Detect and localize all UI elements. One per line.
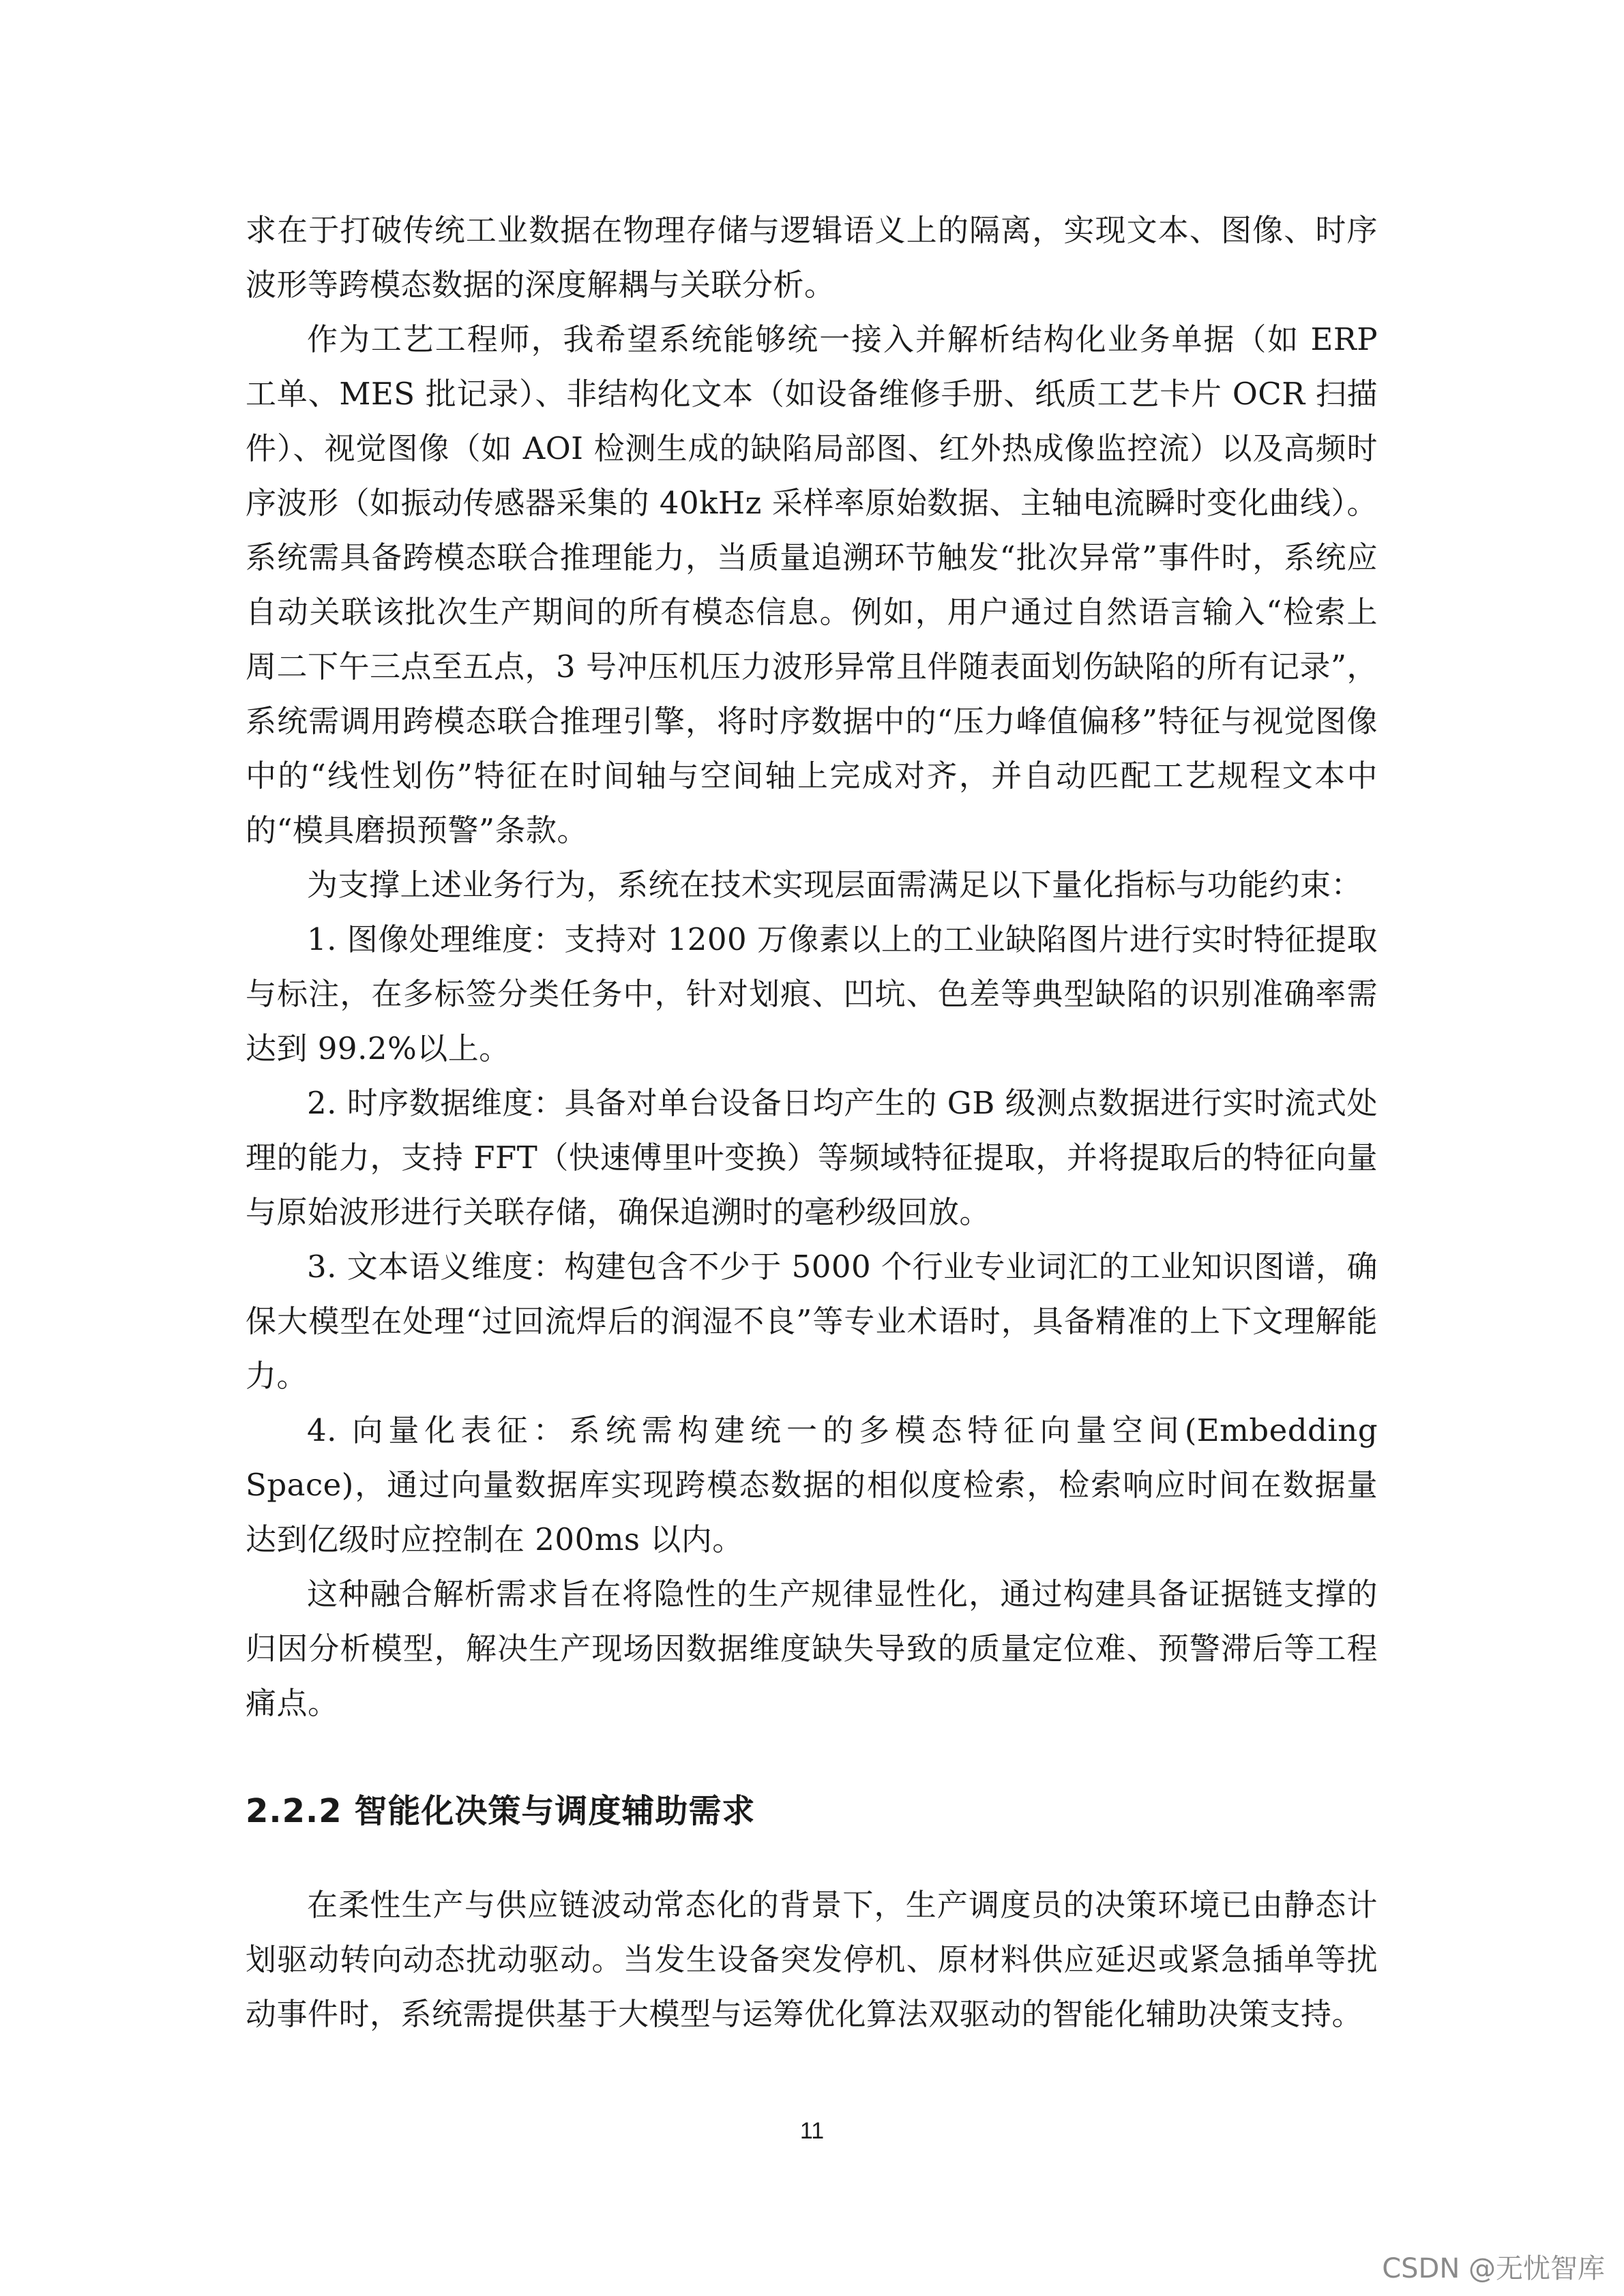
section-heading: 2.2.2 智能化决策与调度辅助需求 (246, 1792, 756, 1830)
paragraph-constraints-intro: 为支撑上述业务行为，系统在技术实现层面需满足以下量化指标与功能约束： (307, 867, 1363, 903)
list-item-image-processing: 1. 图像处理维度：支持对 1200 万像素以上的工业缺陷图片进行实时特征提取与标注，在多标签分类任务中，针对划痕、凹坑、色差等典型缺陷的识别准确率需达到 99.2%以上。 (246, 921, 1378, 1067)
list-item-text-semantics: 3. 文本语义维度：构建包含不少于 5000 个行业专业词汇的工业知识图谱，确保大模型在处理“过回流焊后的润湿不良”等专业术语时，具备精准的上下文理解能力。 (246, 1249, 1378, 1394)
paragraph-process-engineer-story: 作为工艺工程师，我希望系统能够统一接入并解析结构化业务单据（如 ERP 工单、MES 批记录）、非结构化文本（如设备维修手册、纸质工艺卡片 OCR 扫描件）、视觉图像（如 AOI 检测生成的缺陷局部图、红外热成像监控流）以及高频时序波形（如振动传感器采集的 40kHz 采样率原始数据、主轴电流瞬时变化曲线）。系统需具备跨模态联合推理能力，当质量追溯环节触发“批次异常”事件时，系统应自动关联该批次生产期间的所有模态信息。例如，用户通过自然语言输入“检索上周二下午三点至五点，3 号冲压机压力波形异常且伴随表面划伤缺陷的所有记录”，系统需调用跨模态联合推理引擎，将时序数据中的“压力峰值偏移”特征与视觉图像中的“线性划伤”特征在时间轴与空间轴上完成对齐，并自动匹配工艺规程文本中的“模具磨损预警”条款。 (246, 321, 1378, 848)
list-item-time-series: 2. 时序数据维度：具备对单台设备日均产生的 GB 级测点数据进行实时流式处理的能力，支持 FFT（快速傅里叶变换）等频域特征提取，并将提取后的特征向量与原始波形进行关联存储，确保追溯时的毫秒级回放。 (246, 1085, 1378, 1230)
page-number: 11 (799, 2118, 825, 2144)
paragraph-scheduling-intro: 在柔性生产与供应链波动常态化的背景下，生产调度员的决策环境已由静态计划驱动转向动态扰动驱动。当发生设备突发停机、原材料供应延迟或紧急插单等扰动事件时，系统需提供基于大模型与运筹优化算法双驱动的智能化辅助决策支持。 (246, 1887, 1378, 2032)
page-body (246, 203, 1378, 2042)
list-item-vector-embedding: 4. 向量化表征：系统需构建统一的多模态特征向量空间(Embedding Space)，通过向量数据库实现跨模态数据的相似度检索，检索响应时间在数据量达到亿级时应控制在 200ms 以内。 (246, 1412, 1378, 1557)
paragraph-summary: 这种融合解析需求旨在将隐性的生产规律显性化，通过构建具备证据链支撑的归因分析模型，解决生产现场因数据维度缺失导致的质量定位难、预警滞后等工程痛点。 (246, 1576, 1378, 1721)
watermark: CSDN @无忧智库 (1382, 2253, 1605, 2284)
paragraph-continuation: 求在于打破传统工业数据在物理存储与逻辑语义上的隔离，实现文本、图像、时序波形等跨模态数据的深度解耦与关联分析。 (246, 212, 1378, 303)
